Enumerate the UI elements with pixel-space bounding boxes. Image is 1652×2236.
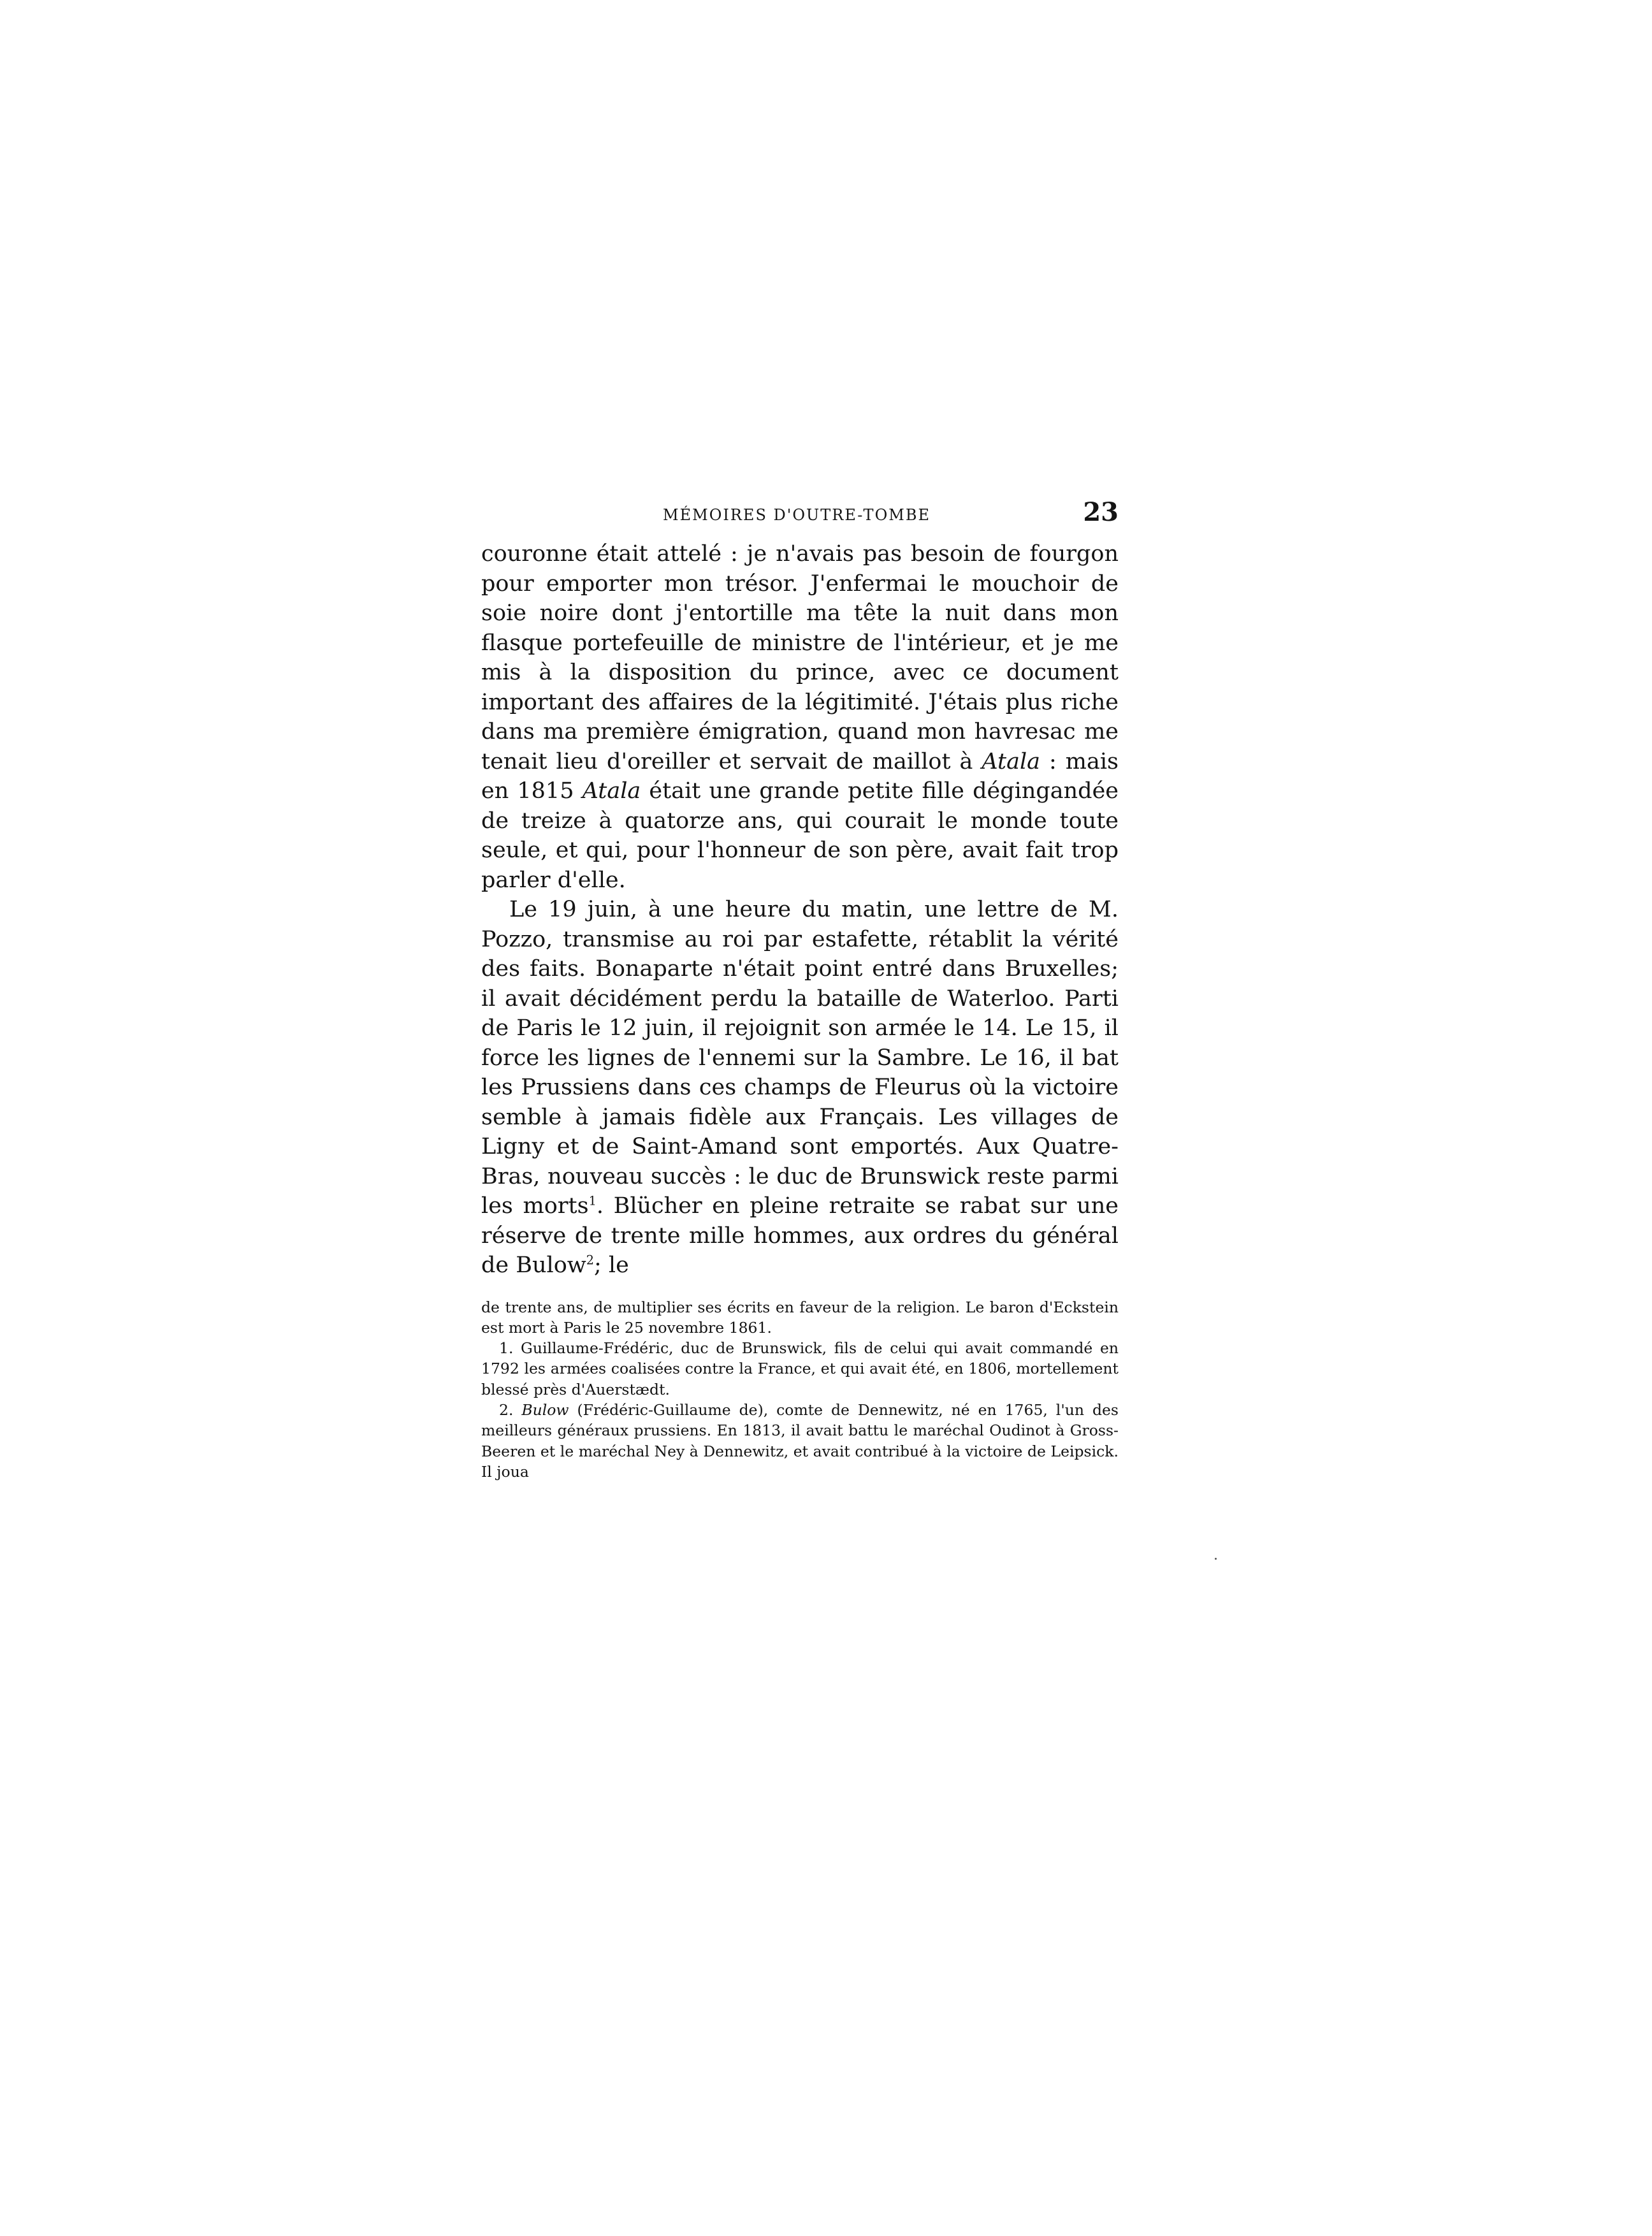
- italic-atala: Atala: [582, 778, 641, 804]
- body-text: [481, 539, 1119, 1281]
- paragraph-1-text-c: était une grande petite fille dégingandée de treize à quatorze ans, qui courait le monde toute seule, et qui, pour l'honneur de son père, avait fait trop parler d'elle.: [481, 778, 1119, 893]
- paragraph-2-text-a: Le 19 juin, à une heure du matin, une lettre de M. Pozzo, transmise au roi par estafette, rétablit la vérité des faits. Bonaparte n'était point entré dans Bruxelles; il avait décidément perdu la bataille de Waterloo. Parti de Paris le 12 juin, il rejoignit son armée le 14. Le 15, il force les lignes de l'ennemi sur la Sambre. Le 16, il bat les Prussiens dans ces champs de Fleurus où la victoire semble à jamais fidèle aux Français. Les villages de Ligny et de Saint-Amand sont emportés. Aux Quatre-Bras, nouveau succès : le duc de Brunswick reste parmi les morts: [481, 897, 1119, 1219]
- footnote-2-text: (Frédéric-Guillaume de), comte de Dennewitz, né en 1765, l'un des meilleurs généraux prussiens. En 1813, il avait battu le maréchal Oudinot à Gross-Beeren et le maréchal Ney à Dennewitz, et avait contribué à la victoire de Leipsick. Il joua: [481, 1400, 1119, 1481]
- footnote-2: [481, 1400, 1119, 1482]
- footnote-2-number: 2.: [499, 1400, 522, 1419]
- footnote-2-italic: Bulow: [521, 1400, 569, 1419]
- footnote-continuation: de trente ans, de multiplier ses écrits en faveur de la religion. Le baron d'Eckstein est mort à Paris le 25 novembre 1861.: [481, 1298, 1119, 1337]
- speck-mark: [1215, 1558, 1217, 1560]
- footnote-ref-1: 1: [588, 1193, 597, 1209]
- paragraph-1-text-a: couronne était attelé : je n'avais pas besoin de fourgon pour emporter mon trésor. J'enfermai le mouchoir de soie noire dont j'entortille ma tête la nuit dans mon flasque portefeuille de ministre de l'intérieur, et je me mis à la disposition du prince, avec ce document important des affaires de la légitimité. J'étais plus riche dans ma première émigration, quand mon havresac me tenait lieu d'oreiller et servait de maillot à: [481, 541, 1119, 774]
- paragraph-2-text-b: . Blücher en pleine retraite se rabat sur une réserve de trente mille hommes, aux ordres du général de Bulow: [481, 1193, 1119, 1278]
- paragraph-2: [481, 895, 1119, 1281]
- running-title: MÉMOIRES D'OUTRE-TOMBE: [663, 506, 931, 524]
- footnote-ref-2: 2: [586, 1252, 594, 1268]
- paragraph-2-text-c: ; le: [593, 1252, 629, 1278]
- book-page: [481, 497, 1119, 1482]
- paragraph-1: [481, 539, 1119, 895]
- page-number: 23: [1083, 497, 1119, 527]
- footnotes: [481, 1297, 1119, 1483]
- running-head: [481, 497, 1119, 528]
- footnote-1: 1. Guillaume-Frédéric, duc de Brunswick, fils de celui qui avait commandé en 1792 les armées coalisées contre la France, et qui avait été, en 1806, mortellement blessé près d'Auerstædt.: [481, 1339, 1119, 1398]
- paragraph-1-text-b: : mais en 1815: [481, 748, 1119, 804]
- italic-atala: Atala: [982, 748, 1041, 774]
